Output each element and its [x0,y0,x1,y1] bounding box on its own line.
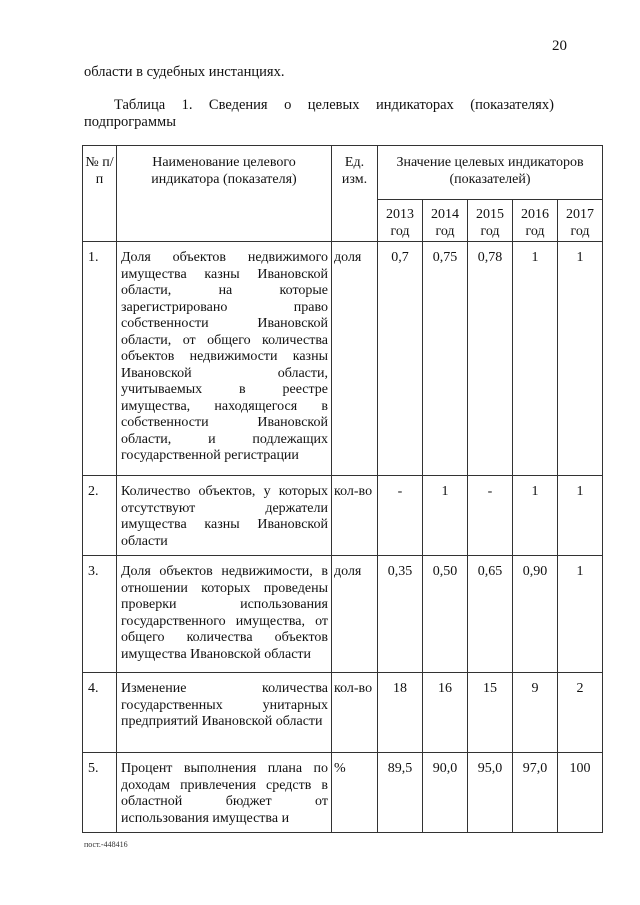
value-cell: 0,50 [423,556,468,673]
row-number: 1. [83,242,117,476]
header-values-group: Значение целевых индикаторов (показателей) [378,146,603,200]
unit-cell: доля [332,556,378,673]
value-cell: - [468,476,513,556]
value-cell: - [378,476,423,556]
value-cell: 15 [468,673,513,753]
caption-word: 1. [181,97,193,113]
table-caption [84,97,554,131]
value-cell: 2 [558,673,603,753]
header-name: Наименование целевого индикатора (показателя) [117,146,332,242]
caption-word: индикаторах [375,97,454,113]
unit-cell: % [332,753,378,833]
value-cell: 16 [423,673,468,753]
value-cell: 0,90 [513,556,558,673]
indicator-name: Изменение количества государственных унитарных предприятий Ивановской области [117,673,332,753]
value-cell: 1 [513,242,558,476]
row-number: 5. [83,753,117,833]
indicator-name: Доля объектов недвижимого имущества казны Ивановской области, на которые зарегистрировано право собственности Ивановской области, от общего количества объектов недвижимости казны Ивановской области, учитываемых в реестре имущества, находящегося в собственности Ивановской области, и подлежащих государственной регистрации [117,242,332,476]
row-number: 2. [83,476,117,556]
indicator-name: Количество объектов, у которых отсутствуют держатели имущества казны Ивановской области [117,476,332,556]
value-cell: 0,65 [468,556,513,673]
header-unit: Ед. изм. [332,146,378,242]
indicator-name: Процент выполнения плана по доходам привлечения средств в областной бюджет от использования имущества и [117,753,332,833]
caption-word: о [284,97,292,113]
header-num: № п/п [83,146,117,242]
value-cell: 1 [513,476,558,556]
unit-cell: доля [332,242,378,476]
value-cell: 95,0 [468,753,513,833]
table-row [83,556,603,673]
header-year: 2016 год [513,200,558,242]
caption-line-1 [84,97,554,114]
indicator-name: Доля объектов недвижимости, в отношении которых проведены проверки использования государственного имущества, от общего количества объектов имущества Ивановской области [117,556,332,673]
value-cell: 0,78 [468,242,513,476]
value-cell: 1 [558,242,603,476]
caption-line-2: подпрограммы [84,114,176,130]
intro-text: области в судебных инстанциях. [84,64,285,80]
caption-word: (показателях) [470,97,554,113]
value-cell: 100 [558,753,603,833]
value-cell: 18 [378,673,423,753]
value-cell: 9 [513,673,558,753]
value-cell: 0,7 [378,242,423,476]
unit-cell: кол-во [332,673,378,753]
value-cell: 89,5 [378,753,423,833]
table-row [83,242,603,476]
table-row [83,673,603,753]
caption-word: целевых [307,97,360,113]
unit-cell: кол-во [332,476,378,556]
indicators-table [82,145,603,833]
header-year: 2017 год [558,200,603,242]
value-cell: 1 [423,476,468,556]
value-cell: 1 [558,476,603,556]
table-row [83,476,603,556]
caption-word: Таблица [114,97,166,113]
row-number: 3. [83,556,117,673]
header-year: 2014 год [423,200,468,242]
caption-word: Сведения [208,97,268,113]
row-number: 4. [83,673,117,753]
header-year: 2015 год [468,200,513,242]
header-year: 2013 год [378,200,423,242]
header-row [83,146,603,200]
footer-code: пост.-448416 [84,840,128,849]
value-cell: 97,0 [513,753,558,833]
value-cell: 90,0 [423,753,468,833]
table-row [83,753,603,833]
value-cell: 0,75 [423,242,468,476]
value-cell: 1 [558,556,603,673]
page-number: 20 [552,38,567,54]
value-cell: 0,35 [378,556,423,673]
